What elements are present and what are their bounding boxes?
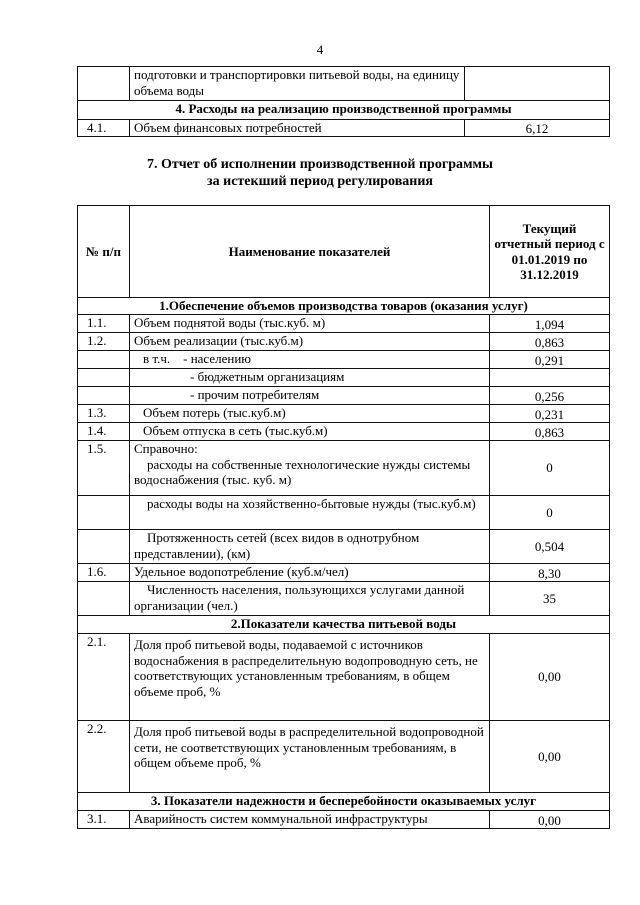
table-row <box>78 351 610 369</box>
continuation-table <box>77 66 610 137</box>
cell-num: 3.1. <box>78 811 130 829</box>
table-row <box>78 811 610 829</box>
cell-num <box>78 369 130 387</box>
cell-value: 0,863 <box>490 423 610 441</box>
section-heading-1: 1.Обеспечение объемов производства товаров (оказания услуг) <box>78 298 610 315</box>
cell-value: 8,30 <box>490 564 610 582</box>
header-name: Наименование показателей <box>130 206 490 298</box>
table-row <box>78 423 610 441</box>
cell-value: 0,504 <box>490 530 610 564</box>
section-title-line1: 7. Отчет об исполнении производственной программы <box>146 157 493 172</box>
table-row <box>78 333 610 351</box>
cell-name <box>130 441 490 496</box>
section-title-line2: за истекший период регулирования <box>207 174 433 189</box>
table-row <box>78 530 610 564</box>
cell-value <box>490 369 610 387</box>
cell-num <box>78 496 130 530</box>
cell-name: - бюджетным организациям <box>130 369 490 387</box>
table-row <box>78 634 610 721</box>
section-row <box>78 616 610 634</box>
table-row <box>78 315 610 333</box>
cell-name: Объем отпуска в сеть (тыс.куб.м) <box>130 423 490 441</box>
cell-name: Доля проб питьевой воды, подаваемой с источников водоснабжения в распределительную водопроводную сеть, не соответствующих установленным требованиям, в общем объеме проб, % <box>130 634 490 721</box>
section-heading-2: 2.Показатели качества питьевой воды <box>78 616 610 634</box>
cell-num <box>78 351 130 369</box>
table-row <box>78 120 610 137</box>
table-row <box>78 721 610 793</box>
cell-value: 0,00 <box>490 634 610 721</box>
section-heading-4: 4. Расходы на реализацию производственной программы <box>78 101 610 120</box>
cell-name: Удельное водопотребление (куб.м/чел) <box>130 564 490 582</box>
cell-num: 1.2. <box>78 333 130 351</box>
table-row <box>78 441 610 496</box>
cell-value: 6,12 <box>465 120 610 137</box>
cell-value: 0 <box>490 496 610 530</box>
section-heading-3: 3. Показатели надежности и бесперебойности оказываемых услуг <box>78 793 610 811</box>
section-row <box>78 298 610 315</box>
cell-name: Объем финансовых потребностей <box>130 120 465 137</box>
cell-num: 1.1. <box>78 315 130 333</box>
section-row <box>78 793 610 811</box>
header-value: Текущий отчетный период с 01.01.2019 по 31.12.2019 <box>490 206 610 298</box>
cell-value: 0,291 <box>490 351 610 369</box>
cell-value: 0,231 <box>490 405 610 423</box>
cell-num: 1.5. <box>78 441 130 496</box>
cell-value: 35 <box>490 582 610 616</box>
cell-name: Аварийность систем коммунальной инфраструктуры <box>130 811 490 829</box>
cell-name: Протяженность сетей (всех видов в однотрубном представлении), (км) <box>130 530 490 564</box>
cell-num: 1.6. <box>78 564 130 582</box>
table-row <box>78 582 610 616</box>
cell-num: 2.1. <box>78 634 130 721</box>
cell-name: Объем потерь (тыс.куб.м) <box>130 405 490 423</box>
page-number: 4 <box>316 42 324 57</box>
section-row <box>78 101 610 120</box>
cell-value: 0 <box>490 441 610 496</box>
cell-value: 0,256 <box>490 387 610 405</box>
table-row <box>78 369 610 387</box>
cell-name: Объем реализации (тыс.куб.м) <box>130 333 490 351</box>
table-row <box>78 564 610 582</box>
cell-num <box>78 387 130 405</box>
header-row <box>78 206 610 298</box>
cell-value: 1,094 <box>490 315 610 333</box>
cell-num <box>78 582 130 616</box>
cell-name: подготовки и транспортировки питьевой воды, на единицу объема воды <box>130 67 465 101</box>
cell-value <box>465 67 610 101</box>
cell-num: 2.2. <box>78 721 130 793</box>
cell-name: в т.ч. - населению <box>130 351 490 369</box>
cell-value: 0,00 <box>490 721 610 793</box>
cell-name: Доля проб питьевой воды в распределительной водопроводной сети, не соответствующих установленным требованиям, в общем объеме проб, % <box>130 721 490 793</box>
cell-name: - прочим потребителям <box>130 387 490 405</box>
table-row <box>78 67 610 101</box>
cell-num <box>78 67 130 101</box>
header-num: № п/п <box>78 206 130 298</box>
cell-num: 1.4. <box>78 423 130 441</box>
cell-name-text: расходы на собственные технологические нужды системы водоснабжения (тыс. куб. м) <box>134 456 471 487</box>
table-row <box>78 387 610 405</box>
cell-value: 0,863 <box>490 333 610 351</box>
cell-name: расходы воды на хозяйственно-бытовые нужды (тыс.куб.м) <box>130 496 490 530</box>
cell-num: 1.3. <box>78 405 130 423</box>
cell-name: Численность населения, пользующихся услугами данной организации (чел.) <box>130 582 490 616</box>
cell-num: 4.1. <box>78 120 130 137</box>
cell-num <box>78 530 130 564</box>
table-row <box>78 496 610 530</box>
report-table <box>77 205 610 829</box>
reference-label: Справочно: <box>134 441 198 456</box>
cell-value: 0,00 <box>490 811 610 829</box>
table-row <box>78 405 610 423</box>
cell-name: Объем поднятой воды (тыс.куб. м) <box>130 315 490 333</box>
